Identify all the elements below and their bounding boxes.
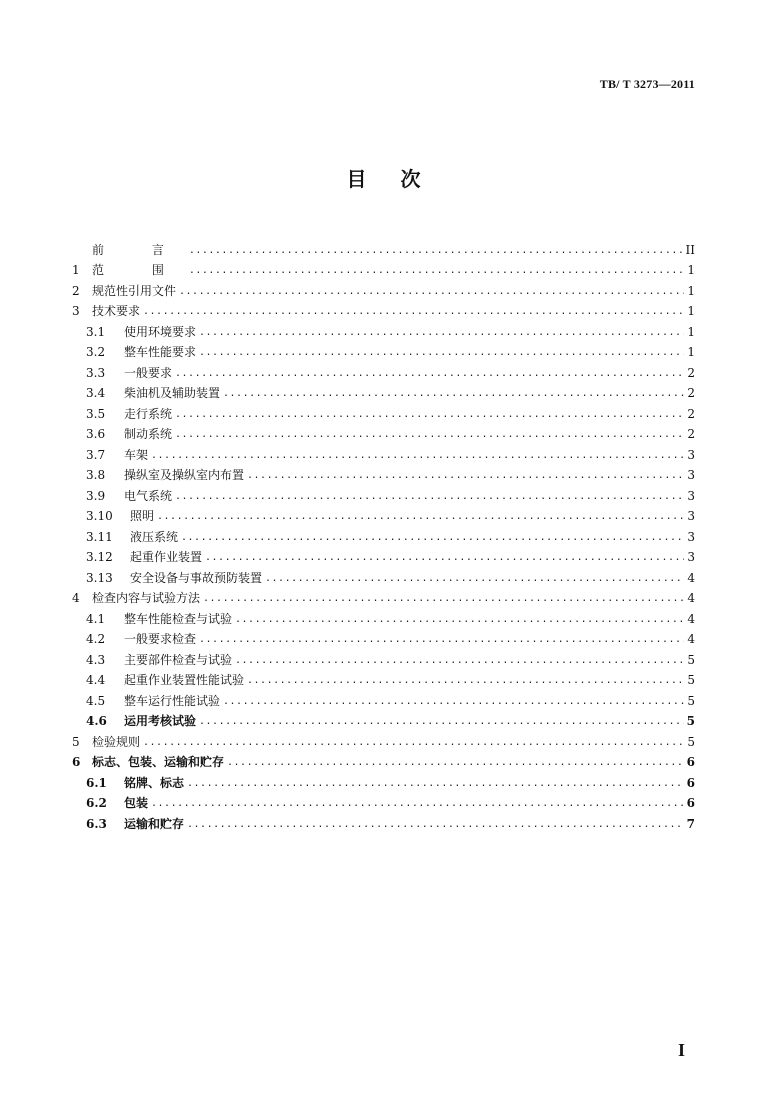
toc-entry[interactable] xyxy=(72,484,695,505)
toc-entry-number: 6.1 xyxy=(86,775,107,790)
toc-entry-number: 4.4 xyxy=(86,673,106,687)
toc-entry-page: 1 xyxy=(687,263,695,277)
toc-entry[interactable] xyxy=(72,259,695,280)
toc-entry-number: 3.10 xyxy=(86,509,113,523)
toc-entry-label: 运用考核试验 xyxy=(124,714,197,728)
toc-entry-label: 整车性能检查与试验 xyxy=(124,611,233,626)
toc-entry-label: 标志、包装、运输和贮存 xyxy=(92,755,225,769)
toc-dot-leader xyxy=(199,324,684,341)
toc-entry-label: 一般要求 xyxy=(124,365,173,380)
toc-entry[interactable] xyxy=(72,341,695,362)
page-number: I xyxy=(677,1040,685,1060)
toc-entry-page: 1 xyxy=(687,324,695,339)
toc-entry-page: 6 xyxy=(686,755,695,769)
toc-entry-page: 5 xyxy=(687,652,695,667)
toc-entry-number: 3.2 xyxy=(86,345,106,359)
toc-entry-number: 6 xyxy=(72,755,81,769)
toc-entry-label: 技术要求 xyxy=(92,304,141,318)
toc-entry-page: 1 xyxy=(687,283,695,298)
toc-entry-label: 范 围 xyxy=(92,263,186,277)
toc-entry-number: 4.6 xyxy=(86,714,107,728)
toc-entry-page: 2 xyxy=(687,365,695,380)
toc-entry-number: 3.8 xyxy=(86,468,106,482)
toc-entry-page: 2 xyxy=(687,386,695,400)
toc-dot-leader xyxy=(179,283,684,300)
toc-dot-leader xyxy=(181,529,684,546)
toc-dot-leader xyxy=(199,631,684,648)
toc-entry-number: 3.5 xyxy=(86,406,106,421)
toc-dot-leader xyxy=(235,652,684,669)
toc-entry-number: 3.4 xyxy=(86,386,106,400)
toc-dot-leader xyxy=(265,570,684,587)
toc-entry[interactable] xyxy=(72,464,695,485)
toc-entry[interactable] xyxy=(72,648,695,669)
toc-entry-number: 3.9 xyxy=(86,488,106,503)
toc-dot-leader xyxy=(187,816,684,833)
toc-entry-page: II xyxy=(685,242,695,257)
toc-entry-label: 照明 xyxy=(130,509,155,523)
toc-entry[interactable] xyxy=(72,300,695,321)
toc-entry-number: 3.7 xyxy=(86,447,106,462)
toc-entry-page: 3 xyxy=(687,509,695,523)
standard-code: TB/ T 3273—2011 xyxy=(599,77,695,91)
toc-dot-leader xyxy=(151,447,684,464)
toc-entry-number: 4 xyxy=(72,591,80,605)
toc-entry-label: 制动系统 xyxy=(124,427,173,441)
toc-entry-page: 6 xyxy=(686,775,695,790)
toc-entry-page: 3 xyxy=(687,488,695,503)
toc-dot-leader xyxy=(143,734,684,751)
toc-entry-label: 液压系统 xyxy=(130,529,179,544)
toc-dot-leader xyxy=(189,262,684,279)
toc-dot-leader xyxy=(227,754,684,771)
toc-entry-label: 运输和贮存 xyxy=(124,816,185,831)
toc-entry-page: 3 xyxy=(687,550,695,564)
toc-entry-label: 操纵室及操纵室内布置 xyxy=(124,468,245,482)
toc-entry-number: 5 xyxy=(72,734,80,749)
toc-entry-label: 走行系统 xyxy=(124,406,173,421)
toc-dot-leader xyxy=(151,795,684,812)
toc-entry-number: 4.5 xyxy=(86,693,106,708)
toc-entry-page: 1 xyxy=(687,345,695,359)
table-of-contents xyxy=(72,238,695,833)
toc-dot-leader xyxy=(187,775,684,792)
toc-entry-page: 3 xyxy=(687,447,695,462)
toc-dot-leader xyxy=(175,365,684,382)
toc-entry[interactable] xyxy=(72,525,695,546)
toc-entry-label: 一般要求检查 xyxy=(124,632,197,646)
toc-entry-number: 3.11 xyxy=(86,529,113,544)
toc-entry[interactable] xyxy=(72,607,695,628)
toc-entry-label: 整车性能要求 xyxy=(124,345,197,359)
toc-entry-label: 柴油机及辅助装置 xyxy=(124,386,221,400)
toc-entry-label: 前 言 xyxy=(92,242,186,257)
toc-entry-number: 3.12 xyxy=(86,550,113,564)
toc-entry-page: 4 xyxy=(687,591,695,605)
toc-dot-leader xyxy=(175,426,684,443)
toc-dot-leader xyxy=(175,406,684,423)
toc-entry[interactable] xyxy=(72,730,695,751)
toc-entry-number: 2 xyxy=(72,283,80,298)
toc-entry-number: 3.13 xyxy=(86,570,113,585)
toc-entry-page: 4 xyxy=(687,632,695,646)
toc-entry-label: 安全设备与事故预防装置 xyxy=(130,570,263,585)
toc-entry-number: 4.3 xyxy=(86,652,106,667)
toc-entry[interactable] xyxy=(72,361,695,382)
toc-entry[interactable] xyxy=(72,566,695,587)
toc-dot-leader xyxy=(205,549,684,566)
toc-entry[interactable] xyxy=(72,279,695,300)
toc-dot-leader xyxy=(235,611,684,628)
toc-entry-label: 整车运行性能试验 xyxy=(124,693,221,708)
toc-entry-page: 3 xyxy=(687,529,695,544)
toc-dot-leader xyxy=(247,672,684,689)
toc-entry-label: 包装 xyxy=(124,796,149,810)
toc-entry-label: 检验规则 xyxy=(92,734,141,749)
toc-entry-label: 电气系统 xyxy=(124,488,173,503)
toc-entry-number: 3.1 xyxy=(86,324,106,339)
toc-entry-label: 检查内容与试验方法 xyxy=(92,591,201,605)
toc-dot-leader xyxy=(189,242,683,259)
toc-entry-page: 4 xyxy=(687,570,695,585)
toc-entry[interactable] xyxy=(72,443,695,464)
toc-entry[interactable] xyxy=(72,812,695,833)
toc-entry[interactable] xyxy=(72,423,695,444)
toc-entry[interactable] xyxy=(72,628,695,649)
toc-entry[interactable] xyxy=(72,792,695,813)
toc-entry-page: 5 xyxy=(687,693,695,708)
toc-entry-number: 6.2 xyxy=(86,796,107,810)
toc-entry-label: 起重作业装置 xyxy=(130,550,203,564)
toc-entry[interactable] xyxy=(72,587,695,608)
toc-entry[interactable] xyxy=(72,751,695,772)
toc-dot-leader xyxy=(223,385,684,402)
toc-entry-number: 3.6 xyxy=(86,427,106,441)
toc-entry-page: 2 xyxy=(687,406,695,421)
toc-entry[interactable] xyxy=(72,669,695,690)
toc-entry-page: 1 xyxy=(687,304,695,318)
toc-entry[interactable] xyxy=(72,771,695,792)
toc-entry-label: 起重作业装置性能试验 xyxy=(124,673,245,687)
toc-entry-page: 4 xyxy=(687,611,695,626)
toc-entry-label: 主要部件检查与试验 xyxy=(124,652,233,667)
toc-dot-leader xyxy=(143,303,684,320)
toc-entry[interactable] xyxy=(72,402,695,423)
title-char-2: 次 xyxy=(400,167,421,191)
toc-entry[interactable] xyxy=(72,505,695,526)
page-title xyxy=(0,163,767,192)
toc-entry-page: 5 xyxy=(687,734,695,749)
toc-entry-number: 3.3 xyxy=(86,365,106,380)
toc-dot-leader xyxy=(203,590,684,607)
toc-entry[interactable] xyxy=(72,546,695,567)
toc-dot-leader xyxy=(247,467,684,484)
toc-entry[interactable] xyxy=(72,689,695,710)
title-char-1: 目 xyxy=(346,167,367,191)
toc-entry[interactable] xyxy=(72,382,695,403)
toc-dot-leader xyxy=(223,693,684,710)
toc-entry-page: 6 xyxy=(686,796,695,810)
toc-dot-leader xyxy=(157,508,684,525)
toc-entry-page: 2 xyxy=(687,427,695,441)
toc-dot-leader xyxy=(175,488,684,505)
toc-entry-number: 3 xyxy=(72,304,80,318)
toc-entry-label: 使用环境要求 xyxy=(124,324,197,339)
toc-entry-page: 5 xyxy=(686,714,695,728)
toc-entry-number: 4.1 xyxy=(86,611,106,626)
toc-dot-leader xyxy=(199,713,684,730)
toc-entry-page: 3 xyxy=(687,468,695,482)
toc-entry[interactable] xyxy=(72,238,695,259)
toc-entry-page: 7 xyxy=(686,816,695,831)
toc-entry-label: 规范性引用文件 xyxy=(92,283,177,298)
toc-entry[interactable] xyxy=(72,710,695,731)
toc-entry-number: 4.2 xyxy=(86,632,106,646)
toc-entry-label: 车架 xyxy=(124,447,149,462)
toc-entry-page: 5 xyxy=(687,673,695,687)
toc-entry-label: 铭牌、标志 xyxy=(124,775,185,790)
toc-entry[interactable] xyxy=(72,320,695,341)
toc-entry-number: 1 xyxy=(72,263,80,277)
toc-dot-leader xyxy=(199,344,684,361)
toc-entry-number: 6.3 xyxy=(86,816,107,831)
